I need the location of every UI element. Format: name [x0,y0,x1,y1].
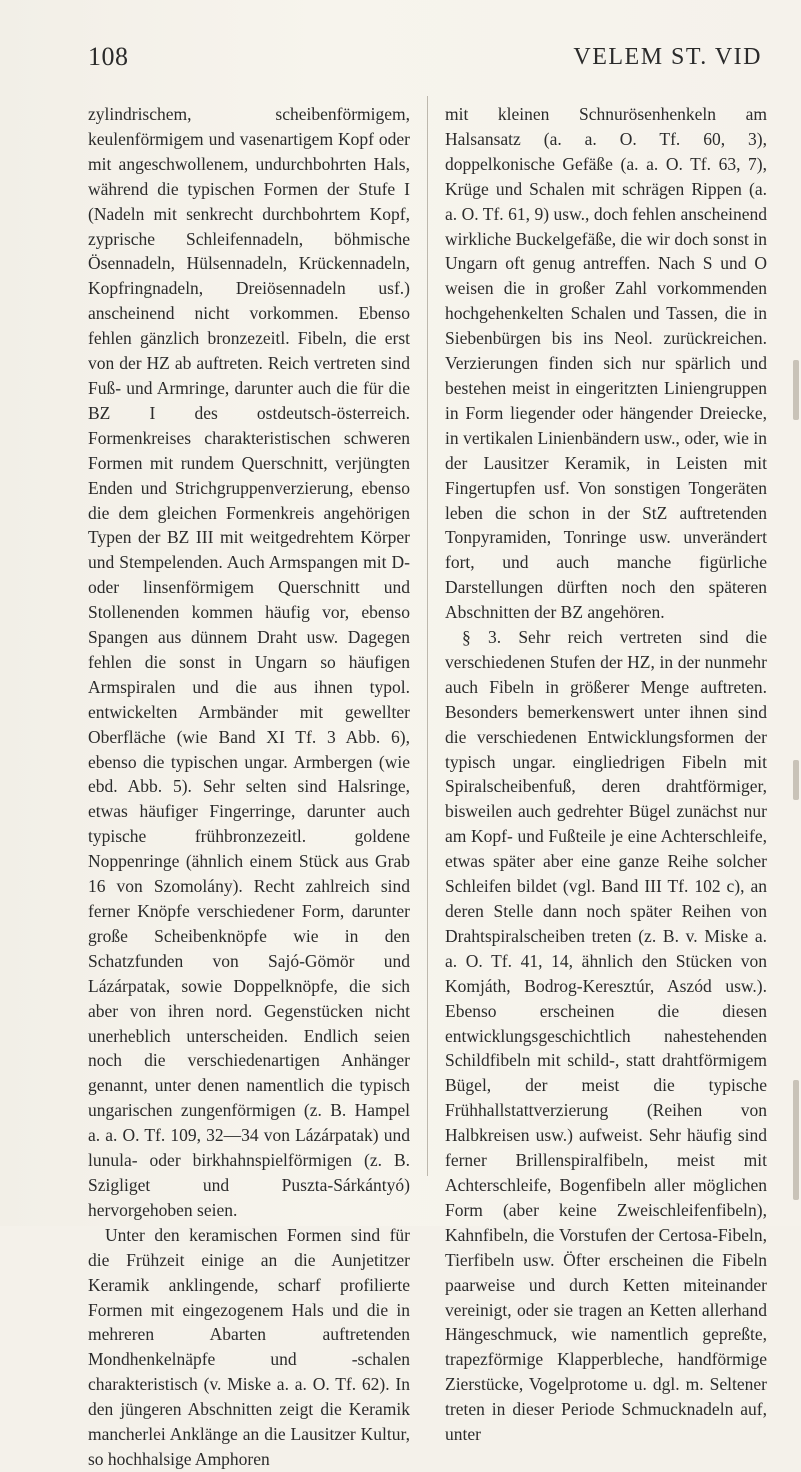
page-edge-mark [793,360,799,420]
right-paragraph-1: mit kleinen Schnurösenhenkeln am Halsansatz (a. a. O. Tf. 60, 3), doppelkonische Gefäße (a. a. O. Tf. 63, 7), Krüge und Schalen mit schrägen Rippen (a. a. O. Tf. 61, 9) usw., doch fehlen anscheinend wirkliche Buckelgefäße, die wir doch sonst in Ungarn oft genug antreffen. Nach S und O weisen die in großer Zahl vorkommenden hochgehenkelten Schalen und Tassen, die in Siebenbürgen bis ins Neol. zurückreichen. Verzierungen finden sich nur spärlich und bestehen meist in eingeritzten Liniengruppen in Form liegender oder hängender Dreiecke, in vertikalen Linienbändern usw., oder, wie in der Lausitzer Keramik, in Leisten mit Fingertupfen usf. Von sonstigen Tongeräten leben die schon in der StZ auftretenden Tonpyramiden, Tonringe usw. unverändert fort, und auch manche figürliche Darstellungen dürften noch den späteren Abschnitten der BZ angehören. [445,104,767,623]
left-paragraph-2: Unter den keramischen Formen sind für die Frühzeit einige an die Aunjetitzer Keramik anklingende, scharf profilierte Formen mit eingezogenem Hals und die in mehreren Abarten auftretenden Mondhenkelnäpfe und -schalen charakteristisch (v. Miske a. a. O. Tf. 62). In den jüngeren Abschnitten zeigt die Keramik mancherlei Anklänge an die Lausitzer Kultur, so hochhalsige Amphoren [88,1224,410,1469]
right-paragraph-2: § 3. Sehr reich vertreten sind die verschiedenen Stufen der HZ, in der nunmehr auch Fibeln in größerer Menge auftreten. Besonders bemerkenswert unter ihnen sind die verschiedenen Entwicklungsformen der typisch ungar. eingliedrigen Fibeln mit Spiralscheibenfuß, deren drahtförmiger, bisweilen auch gedrehter Bügel zunächst nur am Kopf- und Fußteile je eine Achterschleife, etwas später aber eine ganze Reihe solcher Schleifen bildet (vgl. Band III Tf. 102 c), an deren Stelle dann noch später Reihen von Drahtspiralscheiben treten (z. B. v. Miske a. a. O. Tf. 41, 14, ähnlich den Stücken von Komjáth, Bodrog-Keresztúr, Aszód usw.). Ebenso erscheinen die diesen entwicklungsgeschichtlich nahestehenden Schildfibeln mit schild-, statt drahtförmigem Bügel, der meist die typische Frühhallstattverzierung (Reihen von Halbkreisen usw.) aufweist. Sehr häufig sind ferner Brillenspiralfibeln, meist mit Achterschleife, Bogenfibeln aller möglichen Form (aber keine Zweischleifenfibeln), Kahnfibeln, die Vorstufen der Certosa-Fibeln, Tierfibeln usw. Öfter erscheinen die Fibeln paarweise und durch Ketten miteinander vereinigt, oder sie tragen an Ketten allerhand Hängeschmuck, wie namentlich gepreßte, trapezförmige Klapperbleche, handförmige Zierstücke, Vogelprotome u. dgl. m. Seltener treten in dieser Periode Schmucknadeln auf, unter [445,627,767,1445]
column-divider [427,96,428,1176]
right-column [445,102,767,1445]
page-edge-mark [793,760,799,800]
running-head: VELEM ST. VID [573,44,762,70]
left-column [88,102,410,1469]
page-header [88,42,780,82]
left-paragraph-1: zylindrischem, scheibenförmigem, keulenförmigem und vasenartigem Kopf oder mit angeschwollenem, undurchbohrten Hals, während die typischen Formen der Stufe I (Nadeln mit senkrecht durchbohrtem Kopf, zyprische Schleifennadeln, böhmische Ösennadeln, Hülsennadeln, Krückennadeln, Kopfringnadeln, Dreiösennadeln usf.) anscheinend nicht vorkommen. Ebenso fehlen gänzlich bronzezeitl. Fibeln, die erst von der HZ ab auftreten. Reich vertreten sind Fuß- und Armringe, darunter auch die für die BZ I des ostdeutsch-österreich. Formenkreises charakteristischen schweren Formen mit rundem Querschnitt, verjüngten Enden und Strichgruppenverzierung, ebenso die dem gleichen Formenkreis angehörigen Typen der BZ III mit weitgedrehtem Körper und Stempelenden. Auch Armspangen mit D- oder linsenförmigem Querschnitt und Stollenenden kommen häufig vor, ebenso Spangen aus dünnem Draht usw. Dagegen fehlen die sonst in Ungarn so häufigen Armspiralen und die aus ihnen typol. entwickelten Armbänder mit gewellter Oberfläche (wie Band XI Tf. 3 Abb. 6), ebenso die typischen ungar. Armbergen (wie ebd. Abb. 5). Sehr selten sind Halsringe, etwas häufiger Fingerringe, darunter auch typische frühbronzezeitl. goldene Noppenringe (ähnlich einem Stück aus Grab 16 von Szomolány). Recht zahlreich sind ferner Knöpfe verschiedener Form, darunter große Scheibenknöpfe wie in den Schatzfunden von Sajó-Gömör und Lázárpatak, sowie Doppelknöpfe, die sich aber von ihren nord. Gegenstücken nicht unerheblich unterscheiden. Endlich seien noch die verschiedenartigen Anhänger genannt, unter denen namentlich die typisch ungarischen zungenförmigen (z. B. Hampel a. a. O. Tf. 109, 32—34 von Lázárpatak) und lunula- oder birkhahnspielförmigen (z. B. Szigliget und Puszta-Sárkántyó) hervorgehoben seien. [88,104,410,1220]
page-number: 108 [88,42,129,71]
page-edge-mark [793,1080,799,1200]
